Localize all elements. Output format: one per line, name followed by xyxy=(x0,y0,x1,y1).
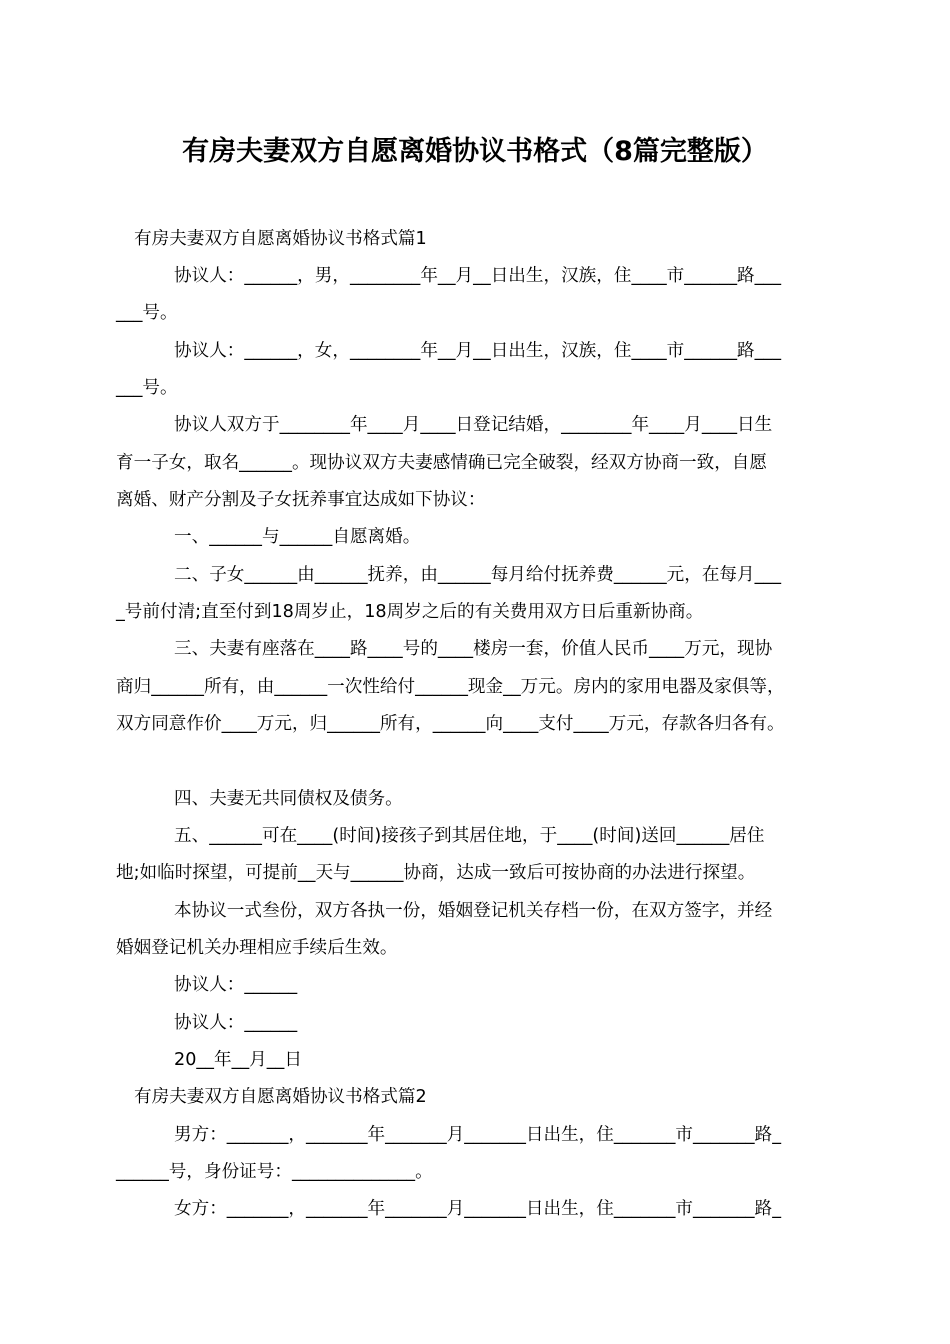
signature-line: 协议人：______ xyxy=(174,1013,298,1033)
closing-paragraph-cont: 婚姻登记机关办理相应手续后生效。 xyxy=(116,938,398,958)
party-line-husband-cont: ______号，身份证号：______________。 xyxy=(116,1162,433,1182)
party-line-female-cont: ___号。 xyxy=(116,378,178,398)
clause-3-cont: 双方同意作价____万元，归______所有，______向____支付____万元，存款各归各有。 xyxy=(116,714,785,734)
clause-3: 三、夫妻有座落在____路____号的____楼房一套，价值人民币____万元，现协 xyxy=(174,639,773,659)
signature-line: 协议人：______ xyxy=(174,975,298,995)
paragraph-line: 协议人双方于________年____月____日登记结婚，________年____月____日生 xyxy=(174,415,773,435)
clause-1: 一、______与______自愿离婚。 xyxy=(174,527,421,547)
paragraph-line: 育一子女，取名______。现协议双方夫妻感情确已完全破裂，经双方协商一致，自愿 xyxy=(116,453,767,473)
closing-paragraph: 本协议一式叁份，双方各执一份，婚姻登记机关存档一份，在双方签字，并经 xyxy=(174,901,773,921)
date-line: 20__年__月__日 xyxy=(174,1050,302,1070)
party-line-wife: 女方：_______，_______年_______月_______日出生，住_______市_______路_ xyxy=(174,1199,781,1219)
party-line-female: 协议人：______，女，________年__月__日出生，汉族，住____市______路___ xyxy=(174,341,781,361)
clause-3-cont: 商归______所有，由______一次性给付______现金__万元。房内的家用电器及家俱等， xyxy=(116,677,785,697)
section-heading-1: 有房夫妻双方自愿离婚协议书格式篇1 xyxy=(134,229,427,249)
paragraph-line: 离婚、财产分割及子女抚养事宜达成如下协议： xyxy=(116,490,486,510)
section-heading-2: 有房夫妻双方自愿离婚协议书格式篇2 xyxy=(134,1087,427,1107)
clause-2: 二、子女______由______抚养，由______每月给付抚养费______元，在每月___ xyxy=(174,565,781,585)
clause-4: 四、夫妻无共同债权及债务。 xyxy=(174,789,403,809)
clause-5: 五、______可在____(时间)接孩子到其居住地，于____(时间)送回______居住 xyxy=(174,826,765,846)
clause-2-cont: _号前付清;直至付到18周岁止，18周岁之后的有关费用双方日后重新协商。 xyxy=(116,602,704,622)
document-title: 有房夫妻双方自愿离婚协议书格式（8篇完整版） xyxy=(182,136,768,167)
party-line-husband: 男方：_______，_______年_______月_______日出生，住_______市_______路_ xyxy=(174,1125,781,1145)
party-line-male-cont: ___号。 xyxy=(116,303,178,323)
clause-5-cont: 地;如临时探望，可提前__天与______协商，达成一致后可按协商的办法进行探望。 xyxy=(116,863,756,883)
party-line-male: 协议人：______，男，________年__月__日出生，汉族，住____市______路___ xyxy=(174,266,781,286)
